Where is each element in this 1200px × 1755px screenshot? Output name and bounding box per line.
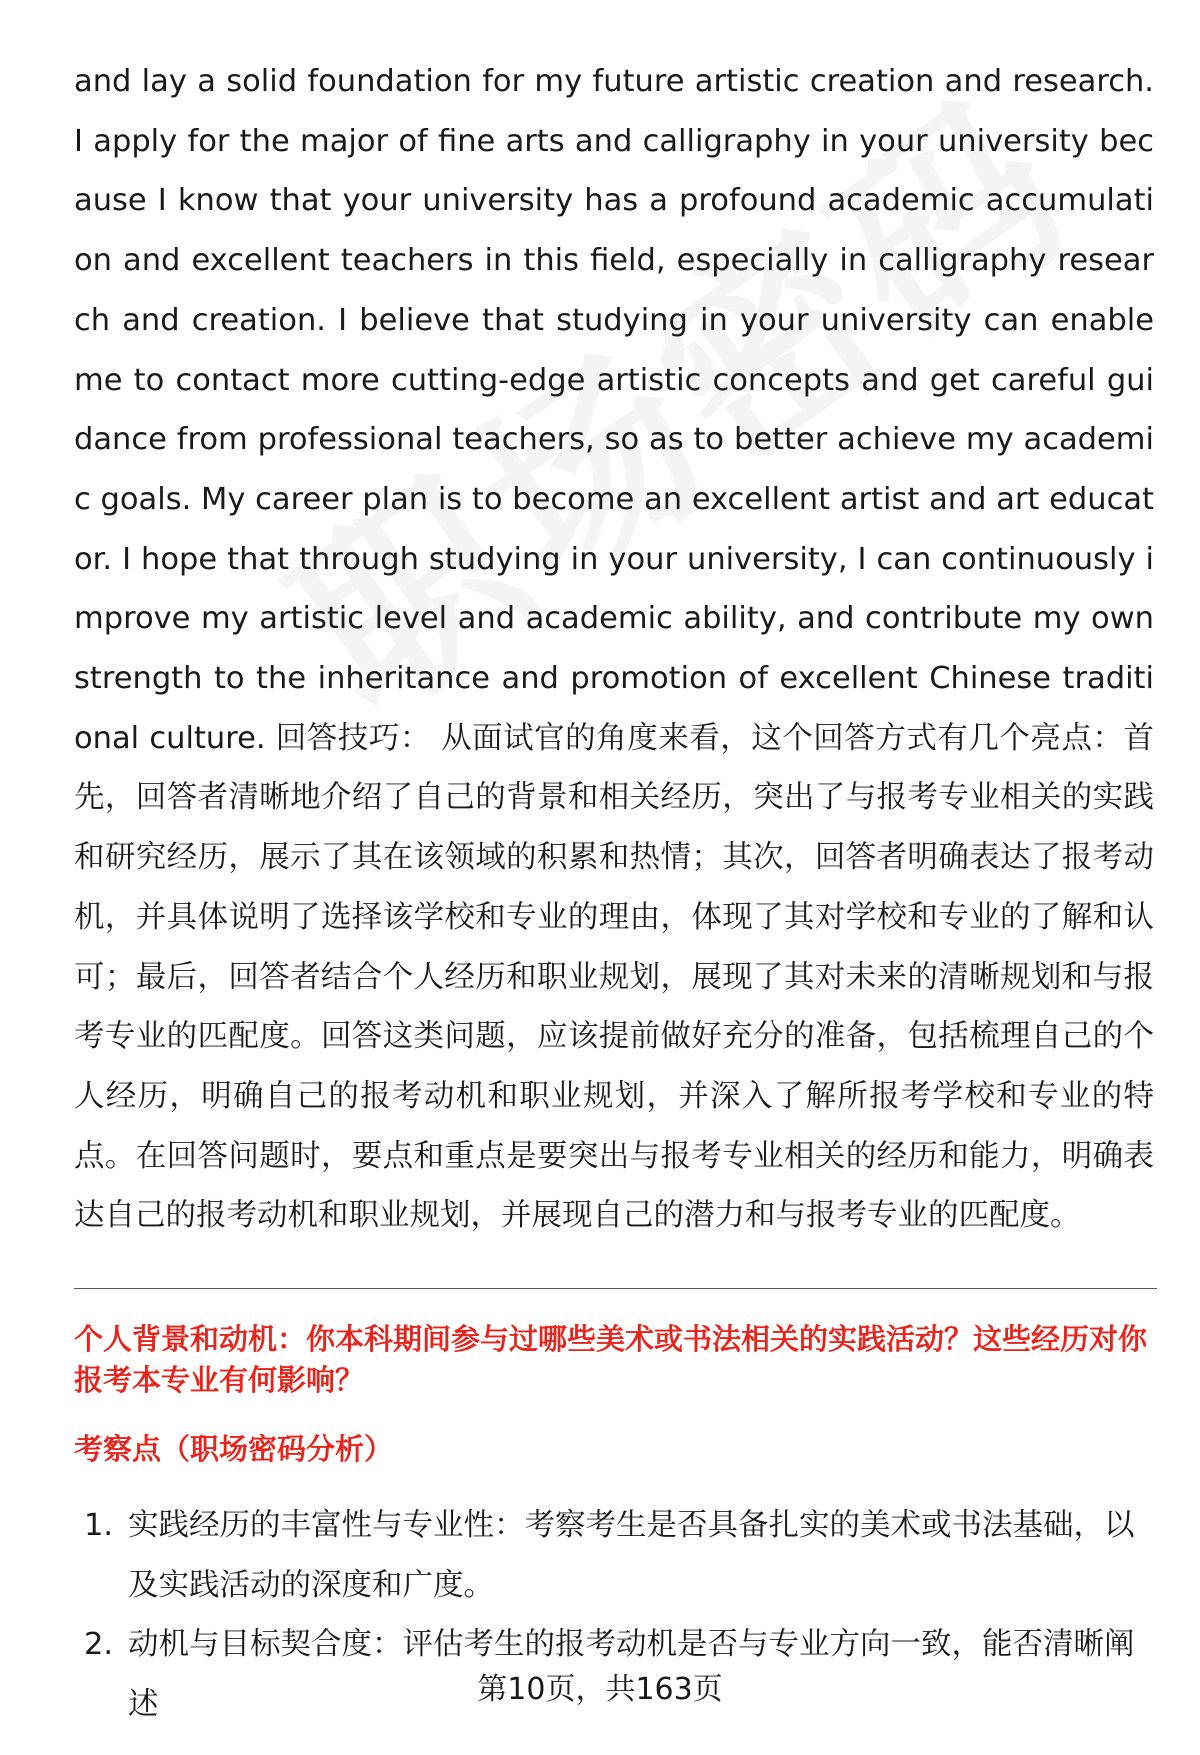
interview-question: 个人背景和动机：你本科期间参与过哪些美术或书法相关的实践活动？这些经历对你报考本专业有何影响？ (74, 1322, 1148, 1398)
list-item (74, 1496, 1154, 1615)
section-divider (74, 1288, 1157, 1289)
section-label: 考察点（职场密码分析） (74, 1432, 394, 1467)
list-item-text: 动机与目标契合度：评估考生的报考动机是否与专业方向一致，能否清晰阐述 (128, 1627, 1135, 1723)
list-number: 1. (84, 1508, 114, 1544)
page-number-footer: 第10页，共163页 (477, 1672, 723, 1707)
list-number: 2. (84, 1627, 114, 1663)
answer-paragraph: and lay a solid foundation for my future artistic creation and research. I apply for the major of fine arts and calligraphy in your university because I know that your university has a profound academic accumulation and excellent teachers in this field, especially in calligraphy research and creation. I believe that studying in your university can enable me to contact more cutting-edge artistic concepts and get careful guidance from professional teachers, so as to better achieve my academic goals. My career plan is to become an excellent artist and art educator. I hope that through studying in your university, I can continuously improve my artistic level and academic ability, and contribute my own strength to the inheritance and promotion of excellent Chinese traditional culture. 回答技巧： 从面试官的角度来看，这个回答方式有几个亮点：首先，回答者清晰地介绍了自己的背景和相关经历，突出了与报考专业相关的实践和研究经历，展示了其在该领域的积累和热情；其次，回答者明确表达了报考动机，并具体说明了选择该学校和专业的理由，体现了其对学校和专业的了解和认可；最后，回答者结合个人经历和职业规划，展现了其对未来的清晰规划和与报考专业的匹配度。回答这类问题，应该提前做好充分的准备，包括梳理自己的个人经历，明确自己的报考动机和职业规划，并深入了解所报考学校和专业的特点。在回答问题时，要点和重点是要突出与报考专业相关的经历和能力，明确表达自己的报考动机和职业规划，并展现自己的潜力和与报考专业的匹配度。 (74, 64, 1154, 1234)
page-content (74, 52, 1154, 1735)
list-item-text: 实践经历的丰富性与专业性：考察考生是否具备扎实的美术或书法基础，以及实践活动的深度和广度。 (128, 1508, 1135, 1603)
